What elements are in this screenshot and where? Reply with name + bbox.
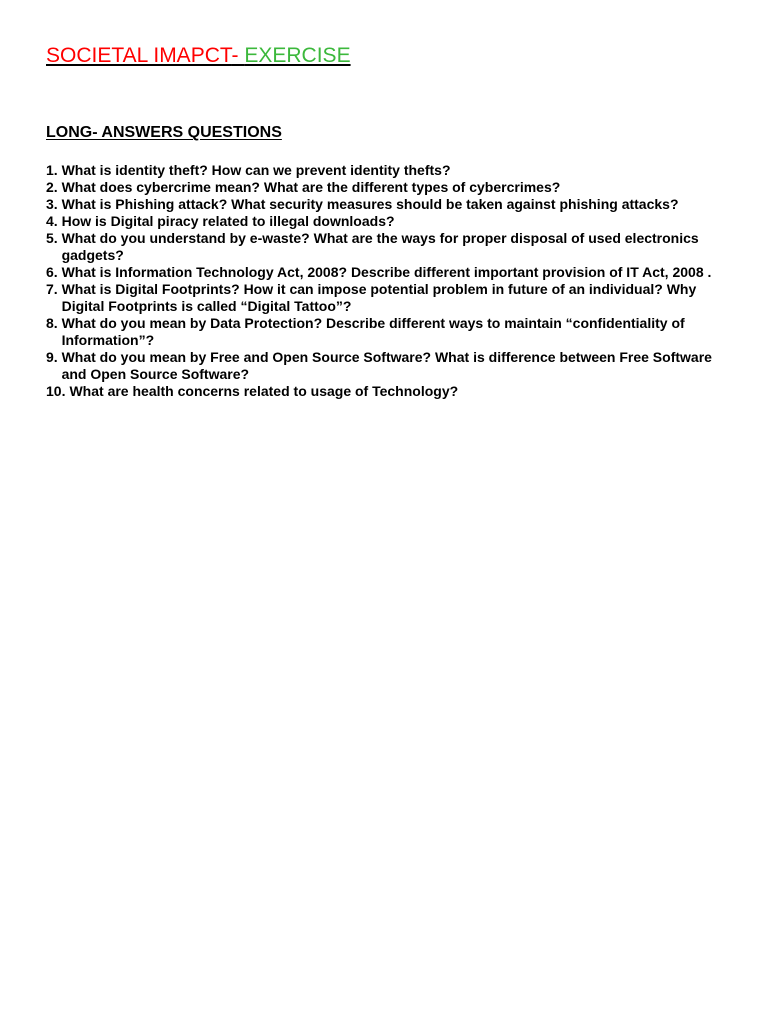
- question-item: [46, 162, 736, 179]
- question-number: 10.: [46, 383, 66, 399]
- questions-list: [46, 162, 736, 400]
- question-item: [46, 349, 736, 383]
- question-item: [46, 196, 736, 213]
- question-number: 3.: [46, 196, 62, 212]
- title-subject: SOCIETAL IMAPCT: [46, 44, 232, 67]
- question-text: What does cybercrime mean? What are the different types of cybercrimes?: [61, 179, 561, 195]
- question-text: How is Digital piracy related to illegal downloads?: [61, 213, 395, 229]
- title-exercise: EXERCISE: [244, 44, 351, 67]
- question-text: What is Digital Footprints? How it can impose potential problem in future of an individual? Why Digital Footprints is called “Digital Tattoo”?: [61, 281, 697, 314]
- question-number: 9.: [46, 349, 62, 365]
- question-number: 5.: [46, 230, 62, 246]
- page-title: [46, 43, 351, 69]
- question-number: 6.: [46, 264, 62, 280]
- question-item: [46, 264, 736, 281]
- question-text: What do you understand by e-waste? What are the ways for proper disposal of used electronics gadgets?: [61, 230, 699, 263]
- question-text: What do you mean by Data Protection? Describe different ways to maintain “confidentiality of Information”?: [61, 315, 685, 348]
- question-item: [46, 383, 736, 400]
- question-item: [46, 230, 736, 264]
- question-number: 8.: [46, 315, 62, 331]
- question-item: [46, 179, 736, 196]
- question-text: What do you mean by Free and Open Source Software? What is difference between Free Software and Open Source Software?: [61, 349, 712, 382]
- question-text: What is Phishing attack? What security measures should be taken against phishing attacks?: [61, 196, 679, 212]
- question-item: [46, 281, 736, 315]
- section-heading: LONG- ANSWERS QUESTIONS: [46, 124, 282, 141]
- question-number: 7.: [46, 281, 62, 297]
- question-item: [46, 213, 736, 230]
- title-separator: -: [231, 44, 245, 67]
- question-number: 1.: [46, 162, 62, 178]
- question-text: What are health concerns related to usage of Technology?: [69, 383, 459, 399]
- question-number: 2.: [46, 179, 62, 195]
- question-item: [46, 315, 736, 349]
- question-number: 4.: [46, 213, 62, 229]
- question-text: What is identity theft? How can we prevent identity thefts?: [61, 162, 451, 178]
- question-text: What is Information Technology Act, 2008? Describe different important provision of IT Act, 2008 .: [61, 264, 712, 280]
